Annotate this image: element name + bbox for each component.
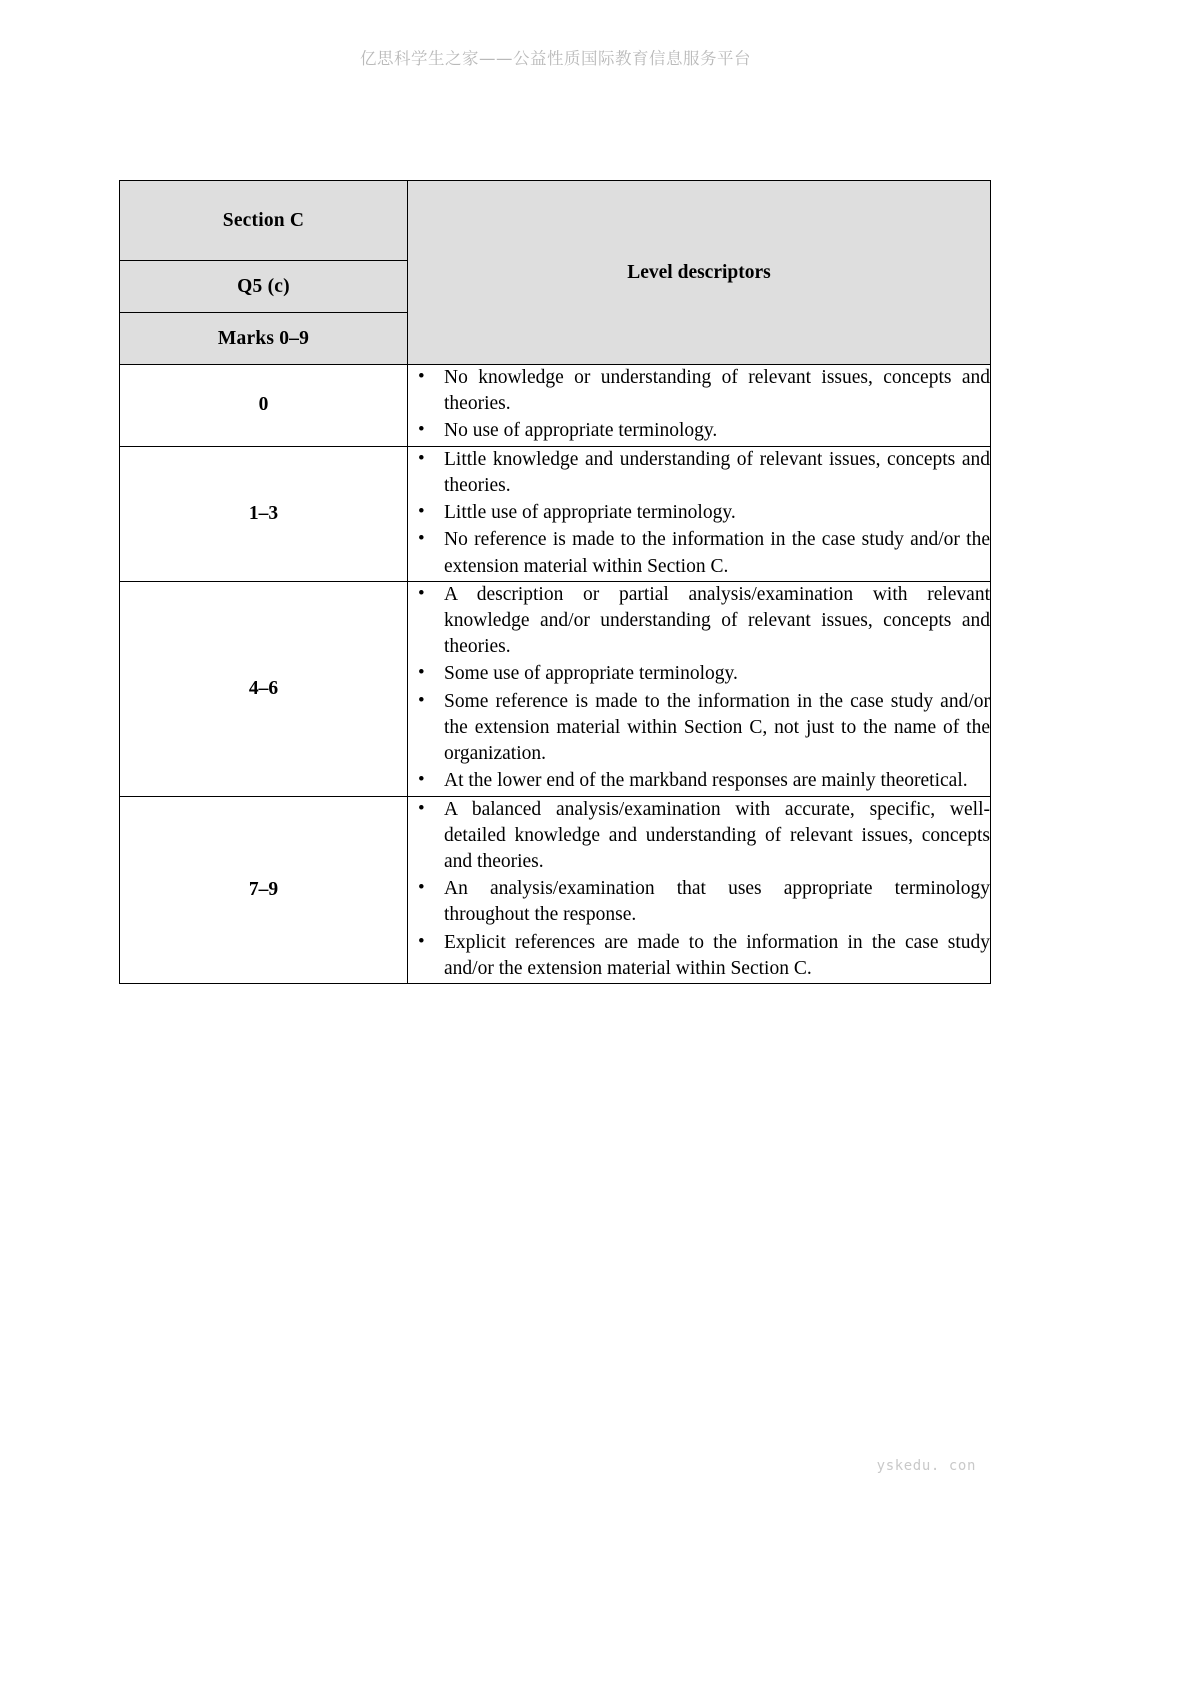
page-footer-watermark: yskedu. con (876, 1458, 976, 1474)
band-descriptors-1-3 (408, 446, 991, 581)
list-item (442, 582, 990, 661)
descriptor-text: An analysis/examination that uses appropriate terminology throughout the response. (444, 878, 990, 926)
band-descriptors-4-6 (408, 581, 991, 796)
band-mark-1-3: 1–3 (120, 446, 408, 581)
descriptor-text: A description or partial analysis/examination with relevant knowledge and/or understanding of relevant issues, concepts and theories. (444, 583, 990, 658)
descriptor-text: A balanced analysis/examination with accurate, specific, well-detailed knowledge and understanding of relevant issues, concepts and theories. (444, 798, 990, 872)
list-item (442, 797, 990, 876)
table-row (120, 446, 991, 581)
list-item (442, 418, 990, 444)
list-item (442, 689, 990, 768)
table-row (120, 581, 991, 796)
table-body (120, 181, 991, 984)
list-item (442, 768, 990, 794)
descriptor-text: Explicit references are made to the information in the case study and/or the extension material within Section C. (444, 931, 990, 979)
descriptor-text: No knowledge or understanding of relevant issues, concepts and theories. (444, 367, 990, 415)
band-descriptors-7-9 (408, 796, 991, 984)
table-row (120, 796, 991, 984)
descriptor-text: Some use of appropriate terminology. (444, 663, 738, 685)
list-item (442, 365, 990, 417)
header-row-section (120, 181, 991, 261)
band-mark-7-9: 7–9 (120, 796, 408, 984)
descriptor-list (408, 365, 990, 445)
header-cell-question: Q5 (c) (120, 261, 408, 313)
page-header-watermark: 亿思科学生之家——公益性质国际教育信息服务平台 (360, 49, 751, 68)
descriptor-list (408, 582, 990, 795)
descriptor-list (408, 797, 990, 983)
band-mark-4-6: 4–6 (120, 581, 408, 796)
list-item (442, 447, 990, 499)
descriptor-text: No use of appropriate terminology. (444, 420, 718, 442)
header-cell-section: Section C (120, 181, 408, 261)
descriptor-text: No reference is made to the information in the case study and/or the extension material within Section C. (444, 529, 990, 577)
list-item (442, 527, 990, 579)
list-item (442, 930, 990, 982)
list-item (442, 661, 990, 687)
table-row (120, 365, 991, 447)
band-mark-0: 0 (120, 365, 408, 447)
list-item (442, 876, 990, 928)
descriptor-text: Little use of appropriate terminology. (444, 502, 736, 524)
header-cell-marks: Marks 0–9 (120, 313, 408, 365)
descriptor-list (408, 447, 990, 580)
descriptor-text: At the lower end of the markband responses are mainly theoretical. (444, 770, 968, 792)
descriptor-text: Some reference is made to the information in the case study and/or the extension material within Section C, not just to the name of the organization. (444, 690, 990, 765)
list-item (442, 500, 990, 526)
header-cell-level-descriptors: Level descriptors (408, 181, 991, 365)
band-descriptors-0 (408, 365, 991, 447)
markscheme-table (119, 180, 991, 984)
descriptor-text: Little knowledge and understanding of relevant issues, concepts and theories. (444, 448, 990, 496)
